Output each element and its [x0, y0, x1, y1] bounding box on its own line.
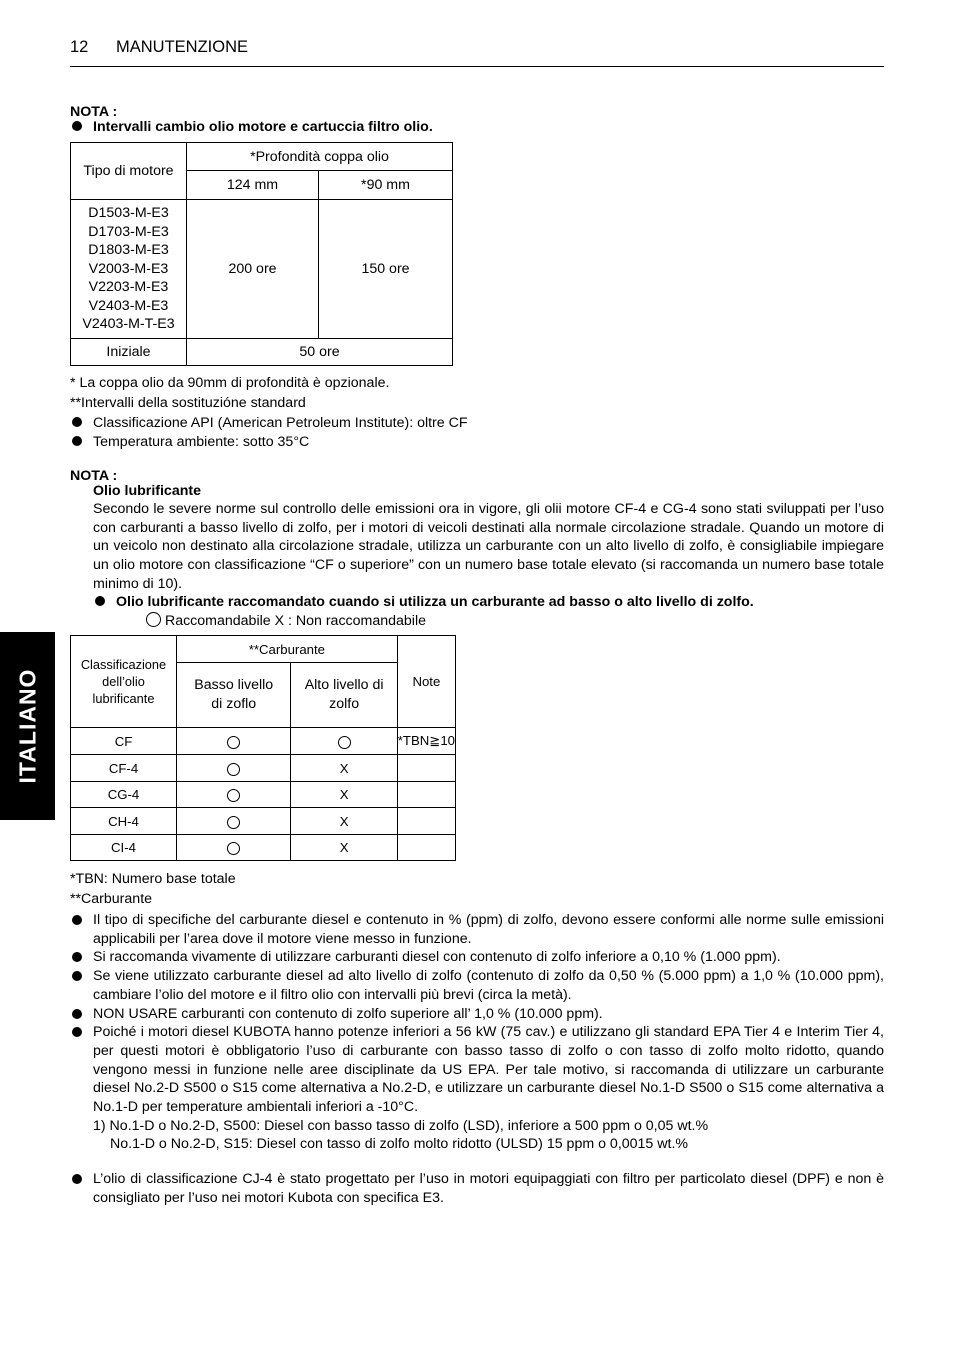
header-oil-class: Classificazione dell’olio lubrificante [71, 636, 177, 728]
engine-list: D1503-M-E3 D1703-M-E3 D1803-M-E3 V2003-M-E3 V2203-M-E3 V2403-M-E3 V2403-M-T-E3 [71, 200, 187, 339]
sub-item: 1) No.1-D o No.2-D, S500: Diesel con basso tasso di zolfo (LSD), inferiore a 500 ppm o 0,05 wt.% [93, 1117, 709, 1134]
lubricant-paragraph: Secondo le severe norme sul controllo delle emissioni ora in vigore, gli olii motore CF-4 e CG-4 sono stati sviluppati per l’uso con carburanti a basso livello di zolfo, per i motori di veicoli destinati alla normale circolazione stradale. Quando un motore di un veicolo non destinato alla circolazione stradale, utilizza un carburante con un alto livello di zolfo, è consigliabile impiegare un olio motore con classificazione “CF o superiore” con un numero base totale elevato (si raccomanda un numero base totale minimo di 10). [93, 501, 884, 592]
note-cell: *TBN≧10 [397, 728, 455, 755]
bullet-icon [72, 1027, 82, 1037]
high-sulfur-cell: X [291, 835, 397, 861]
table-row [71, 728, 456, 755]
interval-90mm: 150 ore [319, 200, 453, 339]
recommended-circle-icon [146, 612, 161, 627]
section-title: MANUTENZIONE [116, 38, 248, 56]
note2-subtitle: Olio lubrificante [93, 483, 201, 499]
low-sulfur-cell [177, 835, 291, 861]
sub-item: No.1-D o No.2-D, S15: Diesel con tasso di zolfo molto ridotto (ULSD) 15 ppm o 0,0015 wt.% [110, 1136, 689, 1153]
note1-bullet-title: Intervalli cambio olio motore e cartuccia filtro olio. [70, 119, 433, 135]
table-row [71, 835, 456, 861]
initial-value: 50 ore [187, 339, 453, 366]
recommended-circle-icon [227, 789, 240, 802]
low-sulfur-cell [177, 755, 291, 782]
list-item: Poiché i motori diesel KUBOTA hanno potenze inferiori a 56 kW (75 cav.) e utilizzano gli standard EPA Tier 4 e Interim Tier 4, per questi motori è obbligatorio l’uso di carburante con basso tasso di zolfo o con tasso di zolfo molto ridotto, quando vengono messi in funzione nelle aree disciplinate da US EPA. Per tale motivo, si raccomanda di utilizzare un carburante diesel No.2-D S500 o S15 come alternativa a No.2-D, e utilizzare un carburante diesel No.1-D S500 o S15 come alternativa a No.1-D per temperature ambientali inferiori a -10°C. [70, 1023, 884, 1117]
note-cell [397, 808, 455, 835]
footnote-90mm: * La coppa olio da 90mm di profondità è opzionale. [70, 375, 390, 391]
note2-bullet-title: Olio lubrificante raccomandato cuando si utilizza un carburante ad basso o alto livello di zolfo. [93, 594, 754, 610]
page-number: 12 [70, 38, 89, 56]
table-row [71, 782, 456, 808]
header-oil-pan-depth: *Profondità coppa olio [187, 143, 453, 171]
initial-label: Iniziale [71, 339, 187, 366]
footnote-standard-intervals: **Intervalli della sostituzióne standard [70, 395, 306, 411]
bullet-icon [72, 417, 82, 427]
side-tab-label: ITALIANO [14, 668, 40, 784]
low-sulfur-cell [177, 782, 291, 808]
high-sulfur-cell: X [291, 808, 397, 835]
list-item: L’olio di classificazione CJ-4 è stato progettato per l’uso in motori equipaggiati con filtro per particolato diesel (DPF) e non è consigliato per l’uso nei motori Kubota con specifica E3. [70, 1170, 884, 1207]
oil-class: CF [71, 728, 177, 755]
header-note: Note [397, 636, 455, 728]
recommendation-legend: Raccomandabile X : Non raccomandabile [146, 612, 426, 629]
header-90mm: *90 mm [319, 171, 453, 200]
note1-label: NOTA : [70, 104, 118, 120]
high-sulfur-cell: X [291, 782, 397, 808]
note2-label: NOTA : [70, 468, 118, 484]
bullet-icon [72, 1009, 82, 1019]
bullet-icon [72, 971, 82, 981]
note-cell [397, 835, 455, 861]
bullet-icon [72, 952, 82, 962]
high-sulfur-cell [291, 728, 397, 755]
note-cell [397, 782, 455, 808]
recommended-circle-icon [227, 763, 240, 776]
oil-class: CI-4 [71, 835, 177, 861]
api-classification-item: Classificazione API (American Petroleum Institute): oltre CF [70, 415, 468, 431]
cj4-bullet [70, 1170, 884, 1207]
note-cell [397, 755, 455, 782]
oil-interval-table [70, 142, 453, 366]
table-row [71, 755, 456, 782]
interval-124mm: 200 ore [187, 200, 319, 339]
table-row [71, 808, 456, 835]
page-header [70, 38, 884, 67]
recommended-circle-icon [227, 816, 240, 829]
recommended-circle-icon [227, 736, 240, 749]
header-engine-type: Tipo di motore [71, 143, 187, 200]
language-side-tab [0, 632, 55, 820]
fuel-bullet-list [70, 911, 884, 1154]
list-item: NON USARE carburanti con contenuto di zolfo superiore all’ 1,0 % (10.000 ppm). [70, 1005, 884, 1024]
recommended-circle-icon [227, 842, 240, 855]
header-high-sulfur: Alto livello di zolfo [291, 663, 397, 728]
list-item: Il tipo di specifiche del carburante diesel e contenuto in % (ppm) di zolfo, devono essere conformi alle norme sulle emissioni applicabili per l’area dove il motore viene messo in funzione. [70, 911, 884, 948]
oil-class: CH-4 [71, 808, 177, 835]
low-sulfur-cell [177, 728, 291, 755]
oil-class: CF-4 [71, 755, 177, 782]
oil-class: CG-4 [71, 782, 177, 808]
lubricant-classification-table [70, 635, 456, 861]
footnote-fuel: **Carburante [70, 891, 153, 907]
list-item: Si raccomanda vivamente di utilizzare carburanti diesel con contenuto di zolfo inferiore a 0,10 % (1.000 ppm). [70, 948, 884, 967]
ambient-temp-item: Temperatura ambiente: sotto 35°C [70, 434, 309, 450]
bullet-icon [72, 436, 82, 446]
footnote-tbn: *TBN: Numero base totale [70, 871, 236, 887]
header-124mm: 124 mm [187, 171, 319, 200]
bullet-icon [95, 596, 105, 606]
bullet-icon [72, 915, 82, 925]
list-item: Se viene utilizzato carburante diesel ad alto livello di zolfo (contenuto di zolfo da 0,50 % (5.000 ppm) a 1,0 % (10.000 ppm), cambiare l’olio del motore e il filtro olio con intervalli più brevi (circa la metà). [70, 967, 884, 1004]
bullet-icon [72, 121, 82, 131]
high-sulfur-cell: X [291, 755, 397, 782]
recommended-circle-icon [338, 736, 351, 749]
header-low-sulfur: Basso livello di zoflo [177, 663, 291, 728]
bullet-icon [72, 1174, 82, 1184]
low-sulfur-cell [177, 808, 291, 835]
header-fuel: **Carburante [177, 636, 398, 663]
